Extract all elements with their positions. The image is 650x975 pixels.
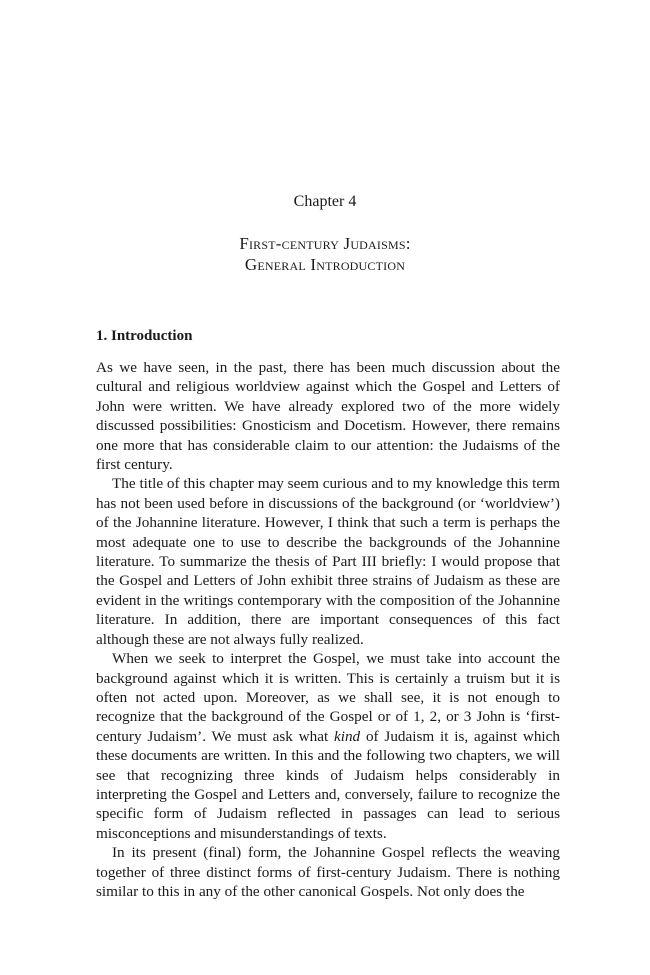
- section-heading: 1. Introduction: [96, 328, 193, 344]
- paragraph-3: [96, 649, 560, 843]
- paragraph-2: The title of this chapter may seem curious and to my knowledge this term has not been used before in discussions of the background (or ‘worldview’) of the Johannine literature. However, I think that such a term is perhaps the most adequate one to use to describe the backgrounds of the Johannine literature. To summarize the thesis of Part III briefly: I would propose that the Gospel and Letters of John exhibit three strains of Judaism as these are evident in the writings contemporary with the composition of the Johannine literature. In addition, there are important consequences of this fact although these are not always fully realized.: [96, 475, 560, 648]
- paragraph-4: In its present (final) form, the Johannine Gospel reflects the weaving together of three distinct forms of first-century Judaism. There is nothing similar to this in any of the other canonical Gospels. Not only does the: [96, 844, 560, 900]
- chapter-title-line-2: General Introduction: [244, 255, 406, 274]
- chapter-title-line-1: First-century Judaisms:: [239, 234, 411, 253]
- chapter-title: [0, 233, 650, 275]
- body-text: [96, 358, 560, 901]
- paragraph-3-emphasis: kind: [333, 727, 361, 745]
- paragraph-3-part-b: of Judaism it is, against which these documents are written. In this and the following two chapters, we will see that recognizing three kinds of Judaism helps considerably in interpreting the Gospel and Letters and, conversely, failure to recognize the specific form of Judaism reflected in passages can lead to serious misconceptions and misunderstandings of texts.: [96, 727, 560, 842]
- chapter-number: Chapter 4: [293, 193, 357, 210]
- paragraph-3-part-a: When we seek to interpret the Gospel, we must take into account the background against which it is written. This is certainly a truism but it is often not acted upon. Moreover, as we shall see, it is not enough to recognize that the background of the Gospel or of 1, 2, or 3 John is ‘first-century Judaism’. We must ask what: [96, 650, 560, 745]
- paragraph-1: As we have seen, in the past, there has been much discussion about the cultural and religious worldview against which the Gospel and Letters of John were written. We have already explored two of the more widely discussed possibilities: Gnosticism and Docetism. However, there remains one more that has considerable claim to our attention: the Judaisms of the first century.: [96, 359, 560, 474]
